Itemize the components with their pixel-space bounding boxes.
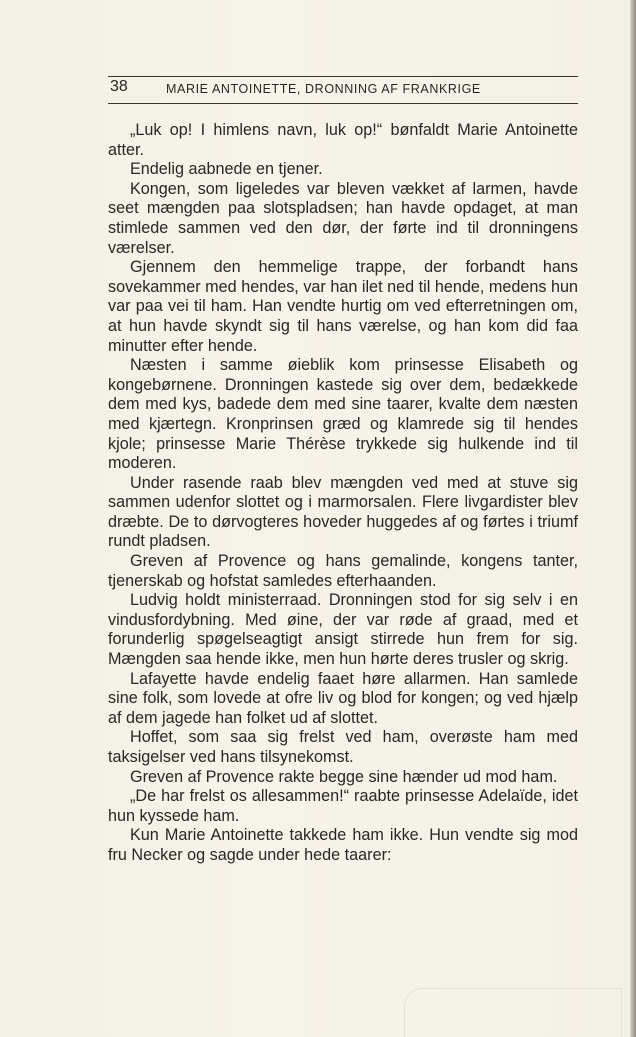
paragraph: Greven af Provence og hans gemalinde, kongens tanter, tjenerskab og hofstat samledes efterhaanden.: [108, 552, 578, 590]
paragraph: Ludvig holdt ministerraad. Dronningen stod for sig selv i en vindusfordybning. Med øine, der var røde af graad, med et forunderlig spøgelseagtigt ansigt stirrede hun frem for sig. Mængden saa hende ikke, men hun hørte deres trusler og skrig.: [108, 591, 578, 669]
running-title: MARIE ANTOINETTE, DRONNING AF FRANKRIGE: [166, 82, 481, 96]
paragraph: Kun Marie Antoinette takkede ham ikke. Hun vendte sig mod fru Necker og sagde under hede taarer:: [108, 826, 578, 864]
body-text: [108, 121, 578, 866]
paragraph: „Luk op! I himlens navn, luk op!“ bønfaldt Marie Antoinette atter.: [108, 121, 578, 159]
paragraph: Under rasende raab blev mængden ved med at stuve sig sammen udenfor slottet og i marmorsalen. Flere livgardister blev dræbte. De to dørvogteres hoveder huggedes af og førtes i triumf rundt pladsen.: [108, 473, 578, 551]
paragraph: Lafayette havde endelig faaet høre allarmen. Han samlede sine folk, som lovede at ofre liv og blod for kongen; og ved hjælp af dem jagede han folket ud af slottet.: [108, 669, 578, 727]
paragraph: Gjennem den hemmelige trappe, der forbandt hans sovekammer med hendes, var han ilet ned til hende, medens hun var paa vei til ham. Han vendte hurtig om ved efterretningen om, at hun havde skyndt sig til hans værelse, og han kom did faa minutter efter hende.: [108, 258, 578, 355]
page-header: [108, 76, 578, 104]
paragraph: Greven af Provence rakte begge sine hænder ud mod ham.: [130, 767, 558, 786]
paragraph: Kongen, som ligeledes var bleven vækket af larmen, havde seet mængden paa slotspladsen; han havde opdaget, at man stimlede sammen ved den dør, der førte ind til dronningens værelser.: [108, 179, 578, 257]
paragraph: Endelig aabnede en tjener.: [130, 160, 323, 179]
paragraph: Hoffet, som saa sig frelst ved ham, overøste ham med taksigelser ved hans tilsynekomst.: [108, 728, 578, 766]
page-corner-impression: [404, 988, 622, 1037]
paragraph: „De har frelst os allesammen!“ raabte prinsesse Adelaïde, idet hun kyssede ham.: [108, 787, 578, 825]
page-number: 38: [110, 78, 128, 95]
paragraph: Næsten i samme øieblik kom prinsesse Elisabeth og kongebørnene. Dronningen kastede sig over dem, bedækkede dem med kys, badede dem med sine taarer, kvalte dem næsten med kjærtegn. Kronprinsen græd og klamrede sig til hendes kjole; prinsesse Marie Thérèse trykkede sig hulkende ind til moderen.: [108, 356, 578, 473]
page-edge: [630, 0, 636, 1037]
